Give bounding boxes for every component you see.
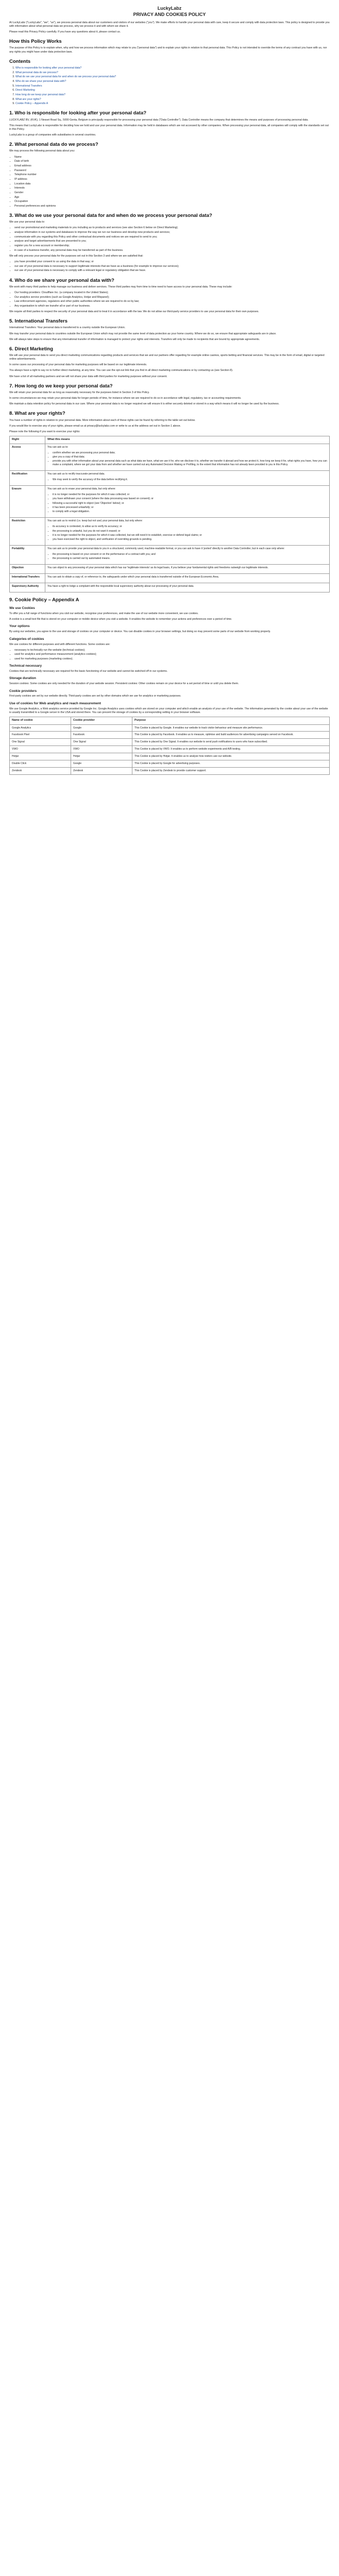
right-lead: You can object to any processing of your personal data which has our 'legitimate interests' as its legal basis, if you believe your fundamental rights and freedoms outweigh our legitimate interests. — [47, 566, 268, 570]
section-5-paragraph: We will always take steps to ensure that any international transfer of information is managed to protect your rights and interests. Transfers will only be made to recipients that are bound by appropriate agreements. — [9, 337, 260, 341]
list-item: • communicate with you regarding this Policy and other contractual documents and notices we are required to send to you; — [14, 235, 330, 239]
section-6-paragraph: We will use your personal data to send you direct marketing communications regarding products and services that we and our partners offer regarding for example online casinos, sports betting and financial services. This may be in the form of email, digital or targeted online advertisements. — [9, 353, 325, 361]
section-2-lead: We may process the following personal data about you: — [9, 149, 75, 153]
table-row — [10, 739, 330, 746]
rights-table — [9, 436, 330, 592]
analytics-title: Use of cookies for Web analytics and reach measurement — [9, 701, 101, 705]
cookie-purpose: This Cookie is placed by Google. It enables our website to track visitor behaviour and measure site performance. — [132, 724, 330, 732]
right-lead: You can ask us to rectify inaccurate personal data. — [47, 472, 105, 476]
table-row — [10, 574, 330, 583]
list-item: • send our promotional and marketing materials to you including as to products and services (see also Section 6 below on Direct Marketing); — [14, 226, 330, 230]
list-item: • Our analytics service providers (such as Google Analytics, Hotjar and Mixpanel); — [14, 296, 330, 299]
contents-link[interactable]: Direct Marketing — [15, 89, 35, 92]
list-item: • you have provided your consent to us using the data in that way; or — [14, 260, 330, 264]
section-4-lead: We work with many third parties to help manage our business and deliver services. These third parties may from time to time need to have access to your personal data. These may include: — [9, 285, 232, 289]
right-name: Supervisory Authority — [10, 583, 45, 592]
table-row — [10, 753, 330, 760]
cookie-paragraph: A cookie is a small text file that is stored on your computer or mobile device when you visit a website. It enables the website to remember your actions and preferences over a period of time. — [9, 618, 232, 621]
technical-title: Technical necessary — [9, 664, 42, 668]
contents-item — [15, 71, 330, 75]
cookies-table — [9, 717, 330, 775]
section-1-paragraph: LUCKYLABZ BV, (KVK), 1 Nesset Road Sq., 5000 Genta, Belgium is principally responsible for processing your personal data ("Data Controller"). Data Controller means the company that determines the means and purposes of processing personal data. — [9, 118, 309, 122]
table-row — [10, 732, 330, 739]
list-item: • confirm whether we are processing your personal data; — [53, 451, 327, 455]
section-2-title: 2. What personal data do we process? — [9, 142, 98, 148]
cookie-name: Google Analytics — [10, 724, 71, 732]
how-works-text: The purpose of this Policy is to explain when, why and how we process information which may relate to you ("personal data") and to explain your rights in relation to that personal data. This Policy is not intended to override the terms of any contract you have with us, nor any rights you might have under data protection laws. — [9, 46, 327, 54]
list-item: • Any organisation to which we transfer all or part of our business. — [14, 304, 330, 308]
right-name: Objection — [10, 565, 45, 574]
page-title: PRIVACY AND COOKIES POLICY — [133, 12, 206, 18]
cookie-purpose: This Cookie is placed by Facebook. It enables us to measure, optimise and build audiences for advertising campaigns served on Facebook. — [132, 732, 330, 739]
table-row — [10, 471, 330, 486]
cookie-purpose: This Cookie is placed by Hotjar. It enables us to analyse how visitors use our website. — [132, 753, 330, 760]
right-items — [47, 553, 327, 561]
contents-item — [15, 98, 330, 101]
cookie-provider: One Signal — [71, 739, 132, 746]
section-7-paragraph: We maintain a data retention policy for personal data in our care. Where your personal data is no longer required we will ensure it is either securely deleted or stored in a way which means it will no longer be used by the business. — [9, 402, 280, 406]
list-item: • register you for a new account or membership; — [14, 244, 330, 248]
table-row — [10, 565, 330, 574]
right-description — [45, 485, 330, 517]
list-item: • analyse and target advertisements that are presented to you; — [14, 240, 330, 243]
categories-list — [9, 649, 330, 662]
cookie-provider: Facebook — [71, 732, 132, 739]
right-name: Erasure — [10, 485, 45, 517]
right-lead: You have a right to lodge a complaint with the responsible local supervisory authority about our processing of your personal data. — [47, 585, 194, 588]
table-header: Purpose — [132, 717, 330, 724]
cookie-provider: Hotjar — [71, 753, 132, 760]
right-lead: You can ask us to: — [47, 445, 69, 449]
section-5-paragraph: International Transfers: Your personal data is transferred to a country outside the European Union. — [9, 326, 126, 330]
list-item: • its accuracy is contested, to allow us to verify its accuracy; or — [53, 525, 327, 529]
list-item: • IP address — [14, 178, 330, 181]
right-name: Rectification — [10, 471, 45, 486]
right-name: Restriction — [10, 518, 45, 546]
list-item: • analyse information in our systems and databases to improve the way we run our business and develop new products and services; — [14, 231, 330, 234]
list-item: • Name — [14, 156, 330, 159]
right-description — [45, 546, 330, 565]
your-options-text: By using our websites, you agree to the use and storage of cookies on your computer or device. You can disable cookies in your browser settings, but doing so may prevent some parts of our website from working properly. — [9, 630, 271, 634]
right-description — [45, 471, 330, 486]
contents-item — [15, 93, 330, 97]
section-8-paragraph: You have a number of rights in relation to your personal data. More information about each of these rights can be found by referring to the table set out below. — [9, 418, 196, 422]
cookie-policy-title: 9. Cookie Policy – Appendix A — [9, 597, 79, 603]
section-3-title: 3. What do we use your personal data for and when do we process your personal data? — [9, 213, 212, 219]
usage-list — [9, 226, 330, 252]
cookie-name: Hotjar — [10, 753, 71, 760]
contents-link[interactable]: How long do we keep your personal data? — [15, 93, 65, 96]
third-parties-list — [9, 291, 330, 308]
section-7-paragraph: We will retain your personal data for as long as reasonably necessary for the purposes listed in Section 3 of this Policy. — [9, 391, 150, 394]
conditions-list — [9, 260, 330, 273]
table-header: Name of cookie — [10, 717, 71, 724]
right-items — [47, 493, 327, 514]
table-row — [10, 724, 330, 732]
section-8-paragraph: If you would like to exercise any of your rights, please email us at privacy@luckylabz.com or write to us at the address set out in Section 1 above. — [9, 424, 181, 428]
right-description — [45, 444, 330, 470]
storage-text: Session cookies: Some cookies are only needed for the duration of your website session. Persistent cookies: Other cookies remain on your device for a set period of time or until you delete them. — [9, 682, 239, 686]
table-row — [10, 518, 330, 546]
table-row — [10, 767, 330, 774]
list-item: • it has been processed unlawfully; or — [53, 506, 327, 510]
section-4-title: 4. Who do we share your personal data with? — [9, 277, 114, 283]
personal-data-list — [9, 156, 330, 209]
section-4-tail: We require all third parties to respect the security of your personal data and to treat it in accordance with the law. We do not allow our third-party service providers to use your personal data for their own purposes. — [9, 310, 259, 314]
section-1-title: 1. Who is responsible for looking after your personal data? — [9, 110, 147, 116]
cookie-paragraph: To offer you a full range of functions when you visit our website, recognise your preferences, and make the use of our website more convenient, we use cookies. — [9, 612, 199, 616]
cookie-purpose: This Cookie is placed by Google for advertising purposes. — [132, 760, 330, 768]
analytics-text: We use Google Analytics, a Web analytics service provided by Google Inc. Google Analytics uses cookies which are stored on your computer and which enable an analysis of your use of the website. The information generated by the cookie about your use of the website is usually transmitted to a Google server in the USA and stored there. You can prevent the storage of cookies by a corresponding setting in your browser software. — [9, 707, 328, 714]
cookie-provider: VWO — [71, 746, 132, 753]
list-item: • it is no longer needed for the purposes for which it was collected, but we still need it to establish, exercise or defend legal claims; or — [53, 534, 327, 537]
intro-paragraph: At LuckyLabz ("LuckyLabz", "we", "us"), we process personal data about our customers and visitors of our websites ("you"). We make efforts to handle your personal data with care, keep it secure and comply with data protection laws. This policy is designed to provide you with information about what personal data we process, why we process it and with whom we share it. — [9, 21, 330, 28]
list-item: • used for marketing purposes (marketing cookies). — [14, 657, 330, 661]
list-item: • Personal preferences and opinions — [14, 205, 330, 208]
right-lead: You can ask us to erase your personal data, but only where: — [47, 487, 116, 490]
section-6-title: 6. Direct Marketing — [9, 346, 53, 352]
cookie-provider: Google — [71, 760, 132, 768]
right-lead: You can ask to obtain a copy of, or reference to, the safeguards under which your personal data is transferred outside of the European Economic Area. — [47, 575, 219, 579]
contents-link[interactable]: What are your rights? — [15, 97, 41, 101]
list-item: • our use of your personal data is necessary to comply with a relevant legal or regulatory obligation that we have. — [14, 269, 330, 273]
contents-title: Contents — [9, 58, 31, 64]
contents-link[interactable]: International Transfers — [15, 84, 42, 88]
policy-page — [0, 0, 339, 788]
table-row — [10, 746, 330, 753]
list-item: • give you a copy of that data; — [53, 455, 327, 459]
list-item: • Law enforcement agencies, regulators and other public authorities where we are required to do so by law; — [14, 300, 330, 303]
list-item: • Telephone number — [14, 173, 330, 177]
table-row — [10, 444, 330, 470]
contents-link[interactable]: Cookie Policy – Appendix A — [15, 102, 48, 106]
table-header: Right — [10, 436, 45, 444]
cookie-name: One Signal — [10, 739, 71, 746]
right-description — [45, 518, 330, 546]
contents-item — [15, 66, 330, 70]
right-items — [47, 478, 327, 482]
right-lead: You can ask us to restrict (i.e. keep but not use) your personal data, but only where: — [47, 519, 143, 523]
right-description — [45, 565, 330, 574]
cookie-provider: Google — [71, 724, 132, 732]
cookie-name: Zendesk — [10, 767, 71, 774]
section-7-paragraph: In some circumstances we may retain your personal data for longer periods of time, for instance where we are required to do so in accordance with legal, regulatory, tax or accounting requirements. — [9, 397, 242, 400]
section-1-paragraph: LuckyLabz is a group of companies with subsidiaries in several countries. — [9, 133, 96, 137]
cookie-subtitle: We use Cookies — [9, 606, 35, 611]
cookie-provider: Zendesk — [71, 767, 132, 774]
providers-title: Cookie providers — [9, 689, 37, 693]
table-row — [10, 760, 330, 768]
contents-link[interactable]: What personal data do we process? — [15, 71, 58, 74]
cookie-name: Double Click — [10, 760, 71, 768]
table-header: Cookie provider — [71, 717, 132, 724]
contents-list — [9, 66, 330, 106]
list-item: • used for analytics and performance measurement (analytics cookies); — [14, 653, 330, 656]
list-item: • you have withdrawn your consent (where the data processing was based on consent); or — [53, 497, 327, 501]
list-item: • the processing is carried out by automated means. — [53, 557, 327, 561]
list-item: • to comply with a legal obligation. — [53, 510, 327, 514]
contents-link[interactable]: What do we use your personal data for and when do we process your personal data? — [15, 75, 116, 79]
list-item: • provide you with other information about your personal data such as what data we have, what we use it for, who we disclose it to, whether we transfer it abroad and how we protect it, how long we keep it for, what rights you have, how you can make a complaint, where we got your data from and whether we have carried out any Automated Decision Making or Profiling, to the extent that information has not already been provided to you in this Policy. — [53, 460, 327, 467]
table-row — [10, 485, 330, 517]
list-item: • Our hosting providers: Cloudflare Inc. (a company located in the United States); — [14, 291, 330, 295]
section-5-title: 5. International Transfers — [9, 318, 67, 325]
contents-item — [15, 80, 330, 83]
list-item: • Occupation — [14, 200, 330, 204]
section-7-title: 7. How long do we keep your personal data? — [9, 383, 113, 389]
right-lead: You can ask us to provide your personal data to you in a structured, commonly used, machine-readable format, or you can ask to have it 'ported' directly to another Data Controller, but in each case only where: — [47, 547, 285, 551]
cookie-name: VWO — [10, 746, 71, 753]
list-item: • Date of birth — [14, 160, 330, 163]
contents-link[interactable]: Who is responsible for looking after your personal data? — [15, 66, 82, 70]
list-item: • you have exercised the right to object, and verification of overriding grounds is pending. — [53, 538, 327, 541]
cookie-purpose: This Cookie is placed by VWO. It enables us to perform website experiments and A/B testing. — [132, 746, 330, 753]
right-items — [47, 451, 327, 467]
list-item: • in case of a business transfer, any personal data may be transferred as part of the business. — [14, 249, 330, 252]
section-6-paragraph: We have a list of all marketing partners and we will not share your data with third parties for marketing purposes without your consent. — [9, 375, 167, 378]
storage-title: Storage duration — [9, 676, 37, 681]
list-item: • necessary to technically run the website (technical cookies); — [14, 649, 330, 652]
contents-item — [15, 84, 330, 88]
section-3-more: We will only process your personal data for the purposes set out in this Section 3 and where we are satisfied that: — [9, 254, 143, 258]
table-row — [10, 583, 330, 592]
how-works-title: How this Policy Works — [9, 39, 62, 45]
contents-item — [15, 89, 330, 92]
cookie-purpose: This Cookie is placed by One Signal. It enables our website to send push notifications to users who have subscribed. — [132, 739, 330, 746]
right-items — [47, 525, 327, 541]
contents-link[interactable]: Who do we share your personal data with? — [15, 79, 66, 83]
list-item: • following a successful right to object (see 'Objection' below); or — [53, 502, 327, 505]
list-item: • our use of your personal data is necessary to support legitimate interests that we have as a business (for example to improve our services); — [14, 265, 330, 268]
intro-paragraph: Please read this Privacy Policy carefully. If you have any questions about it, please contact us. — [9, 30, 121, 34]
list-item: • We may seek to verify the accuracy of the data before rectifying it. — [53, 478, 327, 482]
cookie-name: Facebook Pixel — [10, 732, 71, 739]
right-name: International Transfers — [10, 574, 45, 583]
list-item: • the processing is based on your consent or on the performance of a contract with you; and — [53, 553, 327, 556]
list-item: • Interests — [14, 187, 330, 190]
your-options-title: Your options — [9, 624, 30, 629]
categories-lead: We use cookies for different purposes and with different functions. Some cookies are: — [9, 642, 110, 646]
section-6-paragraph: In some cases our processing of your personal data for marketing purposes will be based on our legitimate interests. — [9, 363, 147, 367]
list-item: • Gender — [14, 191, 330, 195]
contents-item — [15, 75, 330, 79]
section-5-paragraph: We may transfer your personal data to countries outside the European Union which may not provide the same level of data protection as your home country. Where we do so, we ensure that appropriate safeguards are in place. — [9, 332, 277, 335]
section-1-paragraph: This means that LuckyLabz is responsible for deciding how we hold and use your personal data. Information may be held in databases which are not accessed by other companies. When processing your personal data, all companies will comply with the standards set out in this Policy. — [9, 124, 329, 131]
right-name: Portability — [10, 546, 45, 565]
list-item: • Age — [14, 196, 330, 199]
right-description — [45, 574, 330, 583]
list-item: • it is no longer needed for the purposes for which it was collected; or — [53, 493, 327, 497]
section-3-lead: We use your personal data to: — [9, 221, 45, 224]
technical-text: Cookies that are technically necessary are required for the basic functioning of our website and cannot be switched off in our systems. — [9, 670, 168, 673]
site-title: LuckyLabz — [157, 6, 182, 11]
providers-text: First-party cookies are set by our website directly. Third-party cookies are set by other domains which we use for analytics or marketing purposes. — [9, 694, 181, 698]
contents-item — [15, 102, 330, 106]
right-description — [45, 583, 330, 592]
section-8-paragraph: Please note the following if you want to exercise your rights: — [9, 430, 80, 433]
cookie-purpose: This Cookie is placed by Zendesk to provide customer support. — [132, 767, 330, 774]
list-item: • Password — [14, 169, 330, 173]
list-item: • Location data — [14, 182, 330, 186]
right-name: Access — [10, 444, 45, 470]
categories-title: Categories of cookies — [9, 637, 44, 641]
list-item: • the processing is unlawful, but you do not want it erased; or — [53, 530, 327, 533]
section-8-title: 8. What are your rights? — [9, 411, 65, 417]
table-row — [10, 546, 330, 565]
section-6-paragraph: You always have a right to say no to further direct marketing, at any time. You can use the opt-out link that you find in all direct marketing communications or by contacting us (see Section 8). — [9, 369, 233, 372]
list-item: • Email address — [14, 164, 330, 168]
table-header: What this means — [45, 436, 330, 444]
intro-section — [9, 21, 330, 35]
